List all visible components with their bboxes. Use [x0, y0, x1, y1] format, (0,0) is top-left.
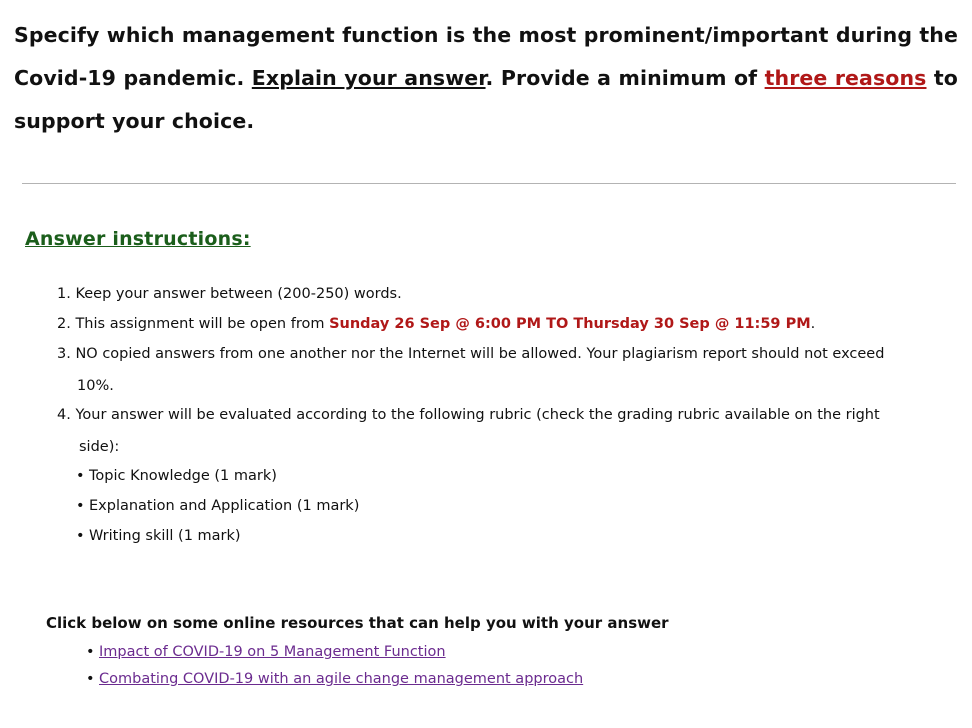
rubric-item-text: Explanation and Application (1 mark) — [89, 498, 360, 514]
explain-your-answer-text: Explain your answer — [251, 66, 486, 90]
instruction-text: This assignment will be open from — [75, 316, 330, 332]
bullet-icon: • — [86, 644, 95, 660]
rubric-item — [76, 496, 359, 516]
instruction-number: 4. — [57, 407, 71, 423]
instruction-text: Your answer will be evaluated according to the following rubric (check the grading rubric available on the right — [75, 407, 880, 423]
instruction-item-3 — [57, 344, 884, 364]
bullet-icon: • — [76, 468, 85, 484]
resource-link-agile-change-management[interactable]: Combating COVID-19 with an agile change management approach — [99, 671, 584, 687]
resource-list-item — [86, 671, 583, 687]
answer-instructions-title: Answer instructions: — [25, 228, 251, 250]
resource-list-item — [86, 644, 446, 660]
question-text-1: Specify which management function is the most prominent/important during the Covid-19 pandemic. — [14, 23, 958, 90]
rubric-item-text: Writing skill (1 mark) — [89, 528, 241, 544]
resource-link-impact-of-covid[interactable]: Impact of COVID-19 on 5 Management Function — [99, 644, 446, 660]
question-text-3: to support your choice. — [14, 66, 958, 133]
instruction-item-4 — [57, 405, 880, 425]
instruction-number: 2. — [57, 316, 71, 332]
rubric-item — [76, 466, 277, 486]
resources-title: Click below on some online resources that can help you with your answer — [46, 614, 669, 632]
instruction-item-1 — [57, 284, 402, 304]
instruction-item-2 — [57, 314, 815, 334]
section-divider — [22, 183, 956, 184]
bullet-icon: • — [76, 498, 85, 514]
rubric-item-text: Topic Knowledge (1 mark) — [89, 468, 277, 484]
three-reasons-text: three reasons — [764, 66, 927, 90]
instruction-text-end: . — [810, 316, 816, 332]
question-text-2: . Provide a minimum of — [485, 66, 765, 90]
instruction-item-3-continuation: 10%. — [77, 378, 114, 394]
assignment-open-dates: Sunday 26 Sep @ 6:00 PM TO Thursday 30 Sep @ 11:59 PM — [329, 316, 811, 332]
instruction-text: NO copied answers from one another nor the Internet will be allowed. Your plagiarism report should not exceed — [75, 346, 885, 362]
instruction-number: 1. — [57, 286, 71, 302]
instruction-text: Keep your answer between (200-250) words. — [75, 286, 402, 302]
assignment-question — [14, 14, 958, 143]
instruction-item-4-continuation: side): — [79, 439, 120, 455]
bullet-icon: • — [86, 671, 95, 687]
rubric-item — [76, 526, 241, 546]
instruction-number: 3. — [57, 346, 71, 362]
bullet-icon: • — [76, 528, 85, 544]
